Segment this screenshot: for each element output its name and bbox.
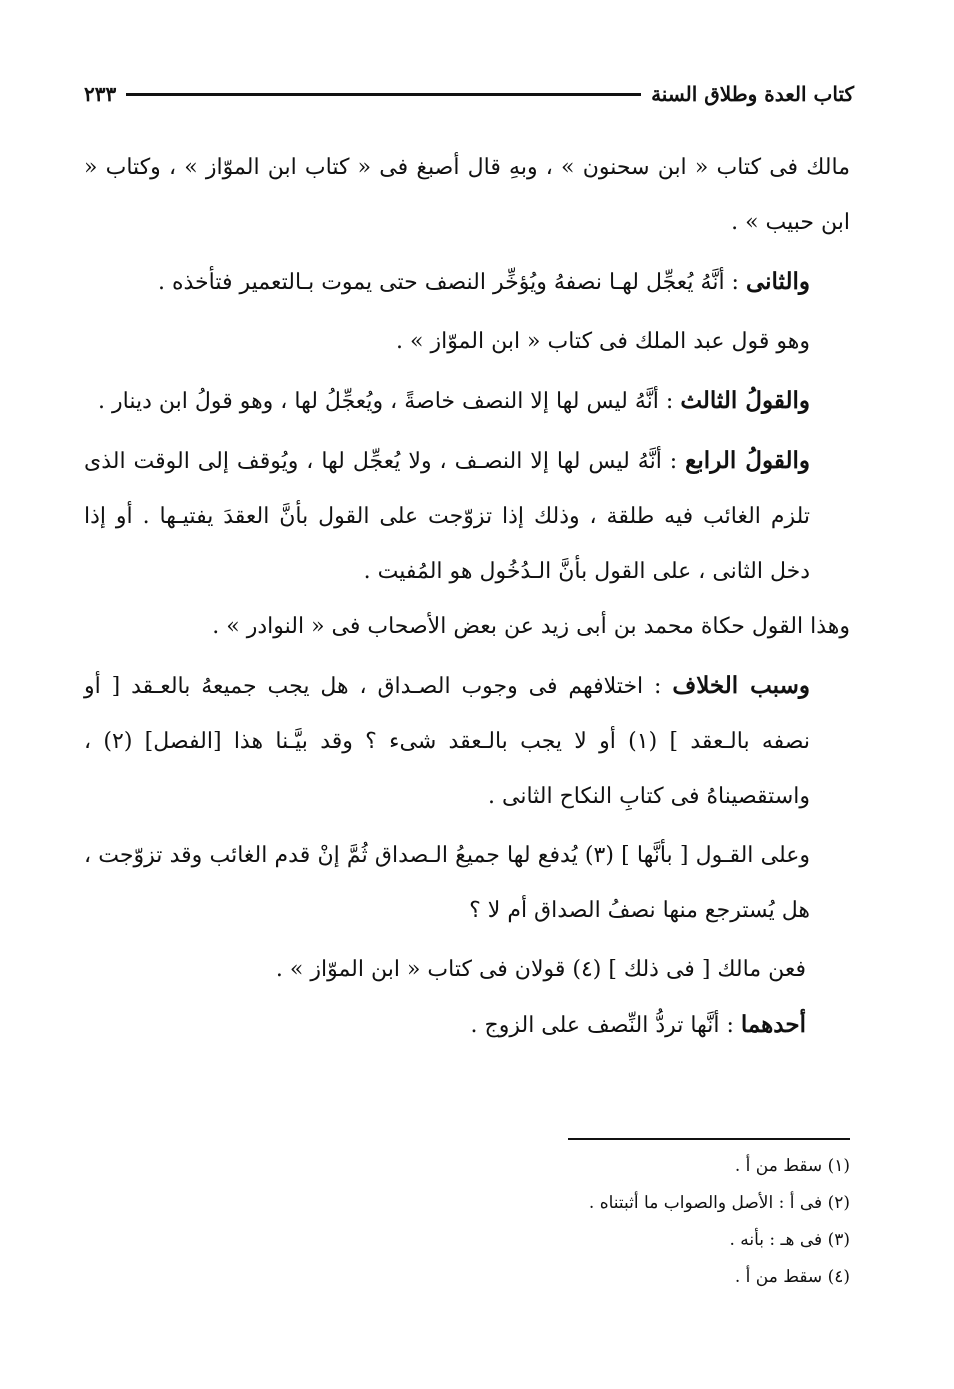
paragraph-lead: والثانى — [745, 268, 810, 295]
paragraph: أحدهما : أنَّها تردُّ النِّصف على الزوج . — [470, 1011, 806, 1038]
page-number: ٢٣٣ — [84, 82, 117, 106]
main-text — [84, 140, 850, 1053]
running-title: كتاب العدة وطلاق السنة — [651, 82, 854, 106]
paragraph: وعلى القـول [ بأنَّها ] (٣) يُدفع لها جميعُ الـصداق ثُمَّ إنْ قدم الغائب وقد تزوّجت ، هل يُسترجع منها نصفُ الصداق أم لا ؟ — [84, 843, 810, 923]
paragraph-lead: والقولُ الرابع — [685, 447, 810, 474]
footnote: (٣) فى هـ : بأنه . — [729, 1230, 850, 1250]
paragraph-lead: أحدهما — [740, 1011, 806, 1038]
paragraph: والقولُ الرابع : أنَّهُ ليس لها إلا النصـف ، ولا يُعجِّل لها ، ويُوقف إلى الوقت الذى تلزم الغائب فيه طلقة ، وذلك إذا تزوّجت على القول بأنَّ العقدَ يفتيـها . أو إذا دخل الثانى ، على القول بأنَّ الـدُخُول هو المُفيت . — [84, 447, 810, 584]
paragraph: وهو قول عبد الملك فى كتاب « ابن الموّاز » . — [396, 329, 810, 354]
page-header — [84, 78, 854, 110]
paragraph-lead: وسبب الخلاف — [672, 672, 810, 699]
footnote: (٤) سقط من أ . — [734, 1267, 850, 1287]
footnote: (٢) فى أ : الأصل والصواب ما أثبتناه . — [588, 1193, 850, 1213]
footnote-rule — [568, 1138, 850, 1140]
paragraph: وهذا القول حكاة محمد بن أبى زيد عن بعض الأصحاب فى « النوادر » . — [212, 614, 850, 639]
header-rule — [126, 93, 641, 96]
paragraph: مالك فى كتاب « ابن سحنون » ، وبهِ قال أصبغ فى « كتاب ابن الموّاز » ، وكتاب « ابن حبيب » . — [84, 155, 850, 235]
footnote: (١) سقط من أ . — [734, 1156, 850, 1176]
paragraph: والثانى : أنَّهُ يُعجِّل لهـا نصفهُ ويُؤخِّر النصف حتى يموت بـالتعمير فتأخذه . — [157, 268, 810, 295]
paragraph: فعن مالك [ فى ذلك ] (٤) قولان فى كتاب « ابن الموّاز » . — [275, 957, 806, 982]
paragraph: وسبب الخلاف : اختلافهم فى وجوب الصـداق ، هل يجب جميعهُ بالعـقد [ أو نصفه بالـعقد ] (١) أو لا يجب بالـعقد شىء ؟ وقد بيَّـنا هذا [الفصل] (٢) ، واستقصيناهُ فى كتابِ النكاح الثانى . — [84, 672, 810, 809]
footnotes — [90, 1148, 850, 1296]
paragraph-lead: والقولُ الثالث — [680, 387, 810, 414]
paragraph: والقولُ الثالث : أنَّهُ ليس لها إلا النصف خاصةً ، ويُعجِّلُ لها ، وهو قولُ ابن دينار . — [98, 387, 810, 414]
